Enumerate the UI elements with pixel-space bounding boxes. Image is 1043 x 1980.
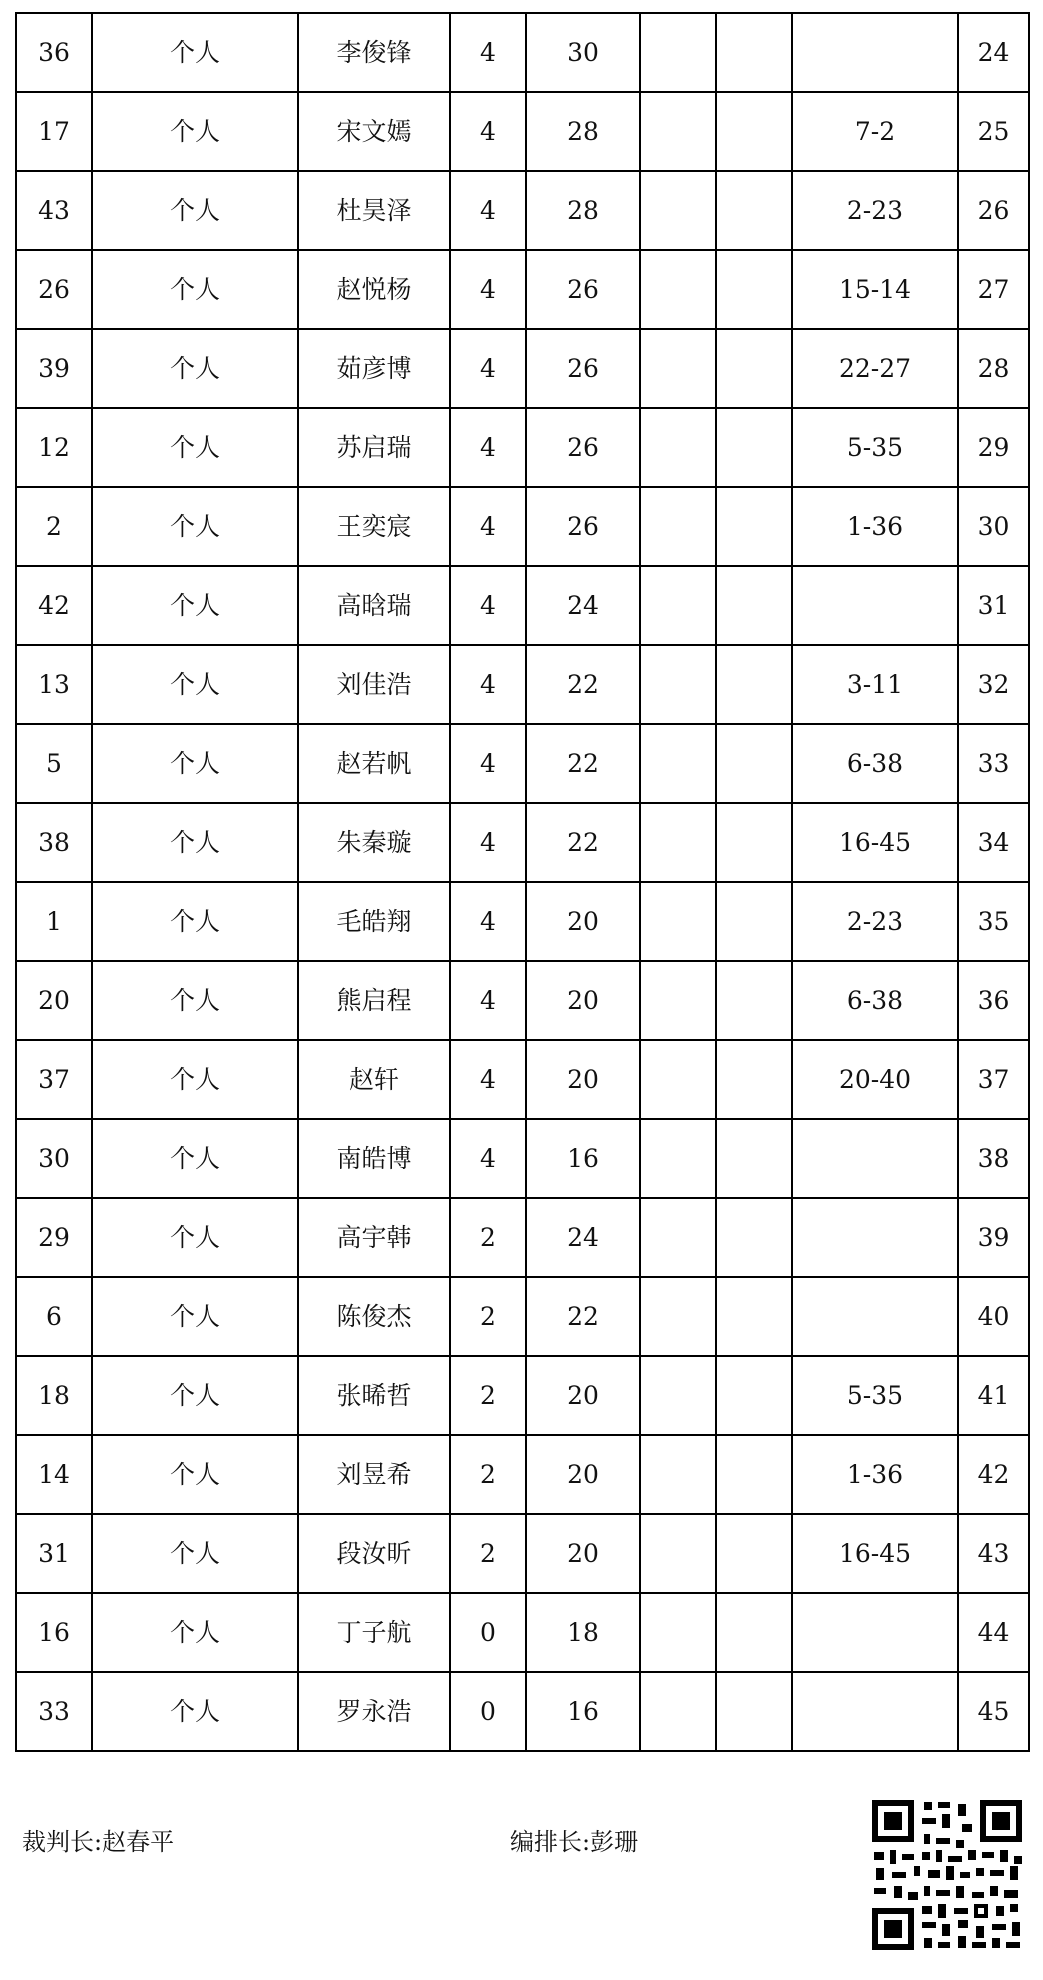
cell-seq: 6 [16,1277,92,1356]
table-row [16,329,1029,408]
cell-c6 [640,961,716,1040]
cell-name: 苏启瑞 [298,408,450,487]
cell-c7 [716,803,792,882]
cell-c6 [640,250,716,329]
cell-points: 20 [526,1435,640,1514]
cell-type: 个人 [92,1356,298,1435]
cell-seq: 14 [16,1435,92,1514]
cell-name: 毛皓翔 [298,882,450,961]
cell-rank: 33 [958,724,1029,803]
cell-score: 2 [450,1277,526,1356]
cell-rank: 44 [958,1593,1029,1672]
table-row [16,645,1029,724]
cell-name: 刘佳浩 [298,645,450,724]
table-row [16,1277,1029,1356]
cell-score: 2 [450,1514,526,1593]
cell-name: 丁子航 [298,1593,450,1672]
cell-seq: 13 [16,645,92,724]
arranger: 编排长:彭珊 [510,1828,639,1856]
cell-name: 刘昱希 [298,1435,450,1514]
cell-c7 [716,171,792,250]
cell-c6 [640,487,716,566]
cell-c6 [640,1198,716,1277]
cell-score: 2 [450,1435,526,1514]
cell-score: 4 [450,803,526,882]
cell-pair: 3-11 [792,645,958,724]
cell-pair: 20-40 [792,1040,958,1119]
cell-rank: 25 [958,92,1029,171]
cell-type: 个人 [92,1198,298,1277]
cell-name: 南皓博 [298,1119,450,1198]
cell-pair: 5-35 [792,1356,958,1435]
cell-pair [792,1198,958,1277]
cell-rank: 43 [958,1514,1029,1593]
cell-name: 朱秦璇 [298,803,450,882]
cell-score: 4 [450,487,526,566]
cell-points: 24 [526,566,640,645]
table-row [16,171,1029,250]
cell-type: 个人 [92,961,298,1040]
cell-type: 个人 [92,1119,298,1198]
cell-type: 个人 [92,250,298,329]
cell-type: 个人 [92,566,298,645]
cell-score: 4 [450,961,526,1040]
cell-score: 0 [450,1593,526,1672]
cell-pair: 15-14 [792,250,958,329]
cell-seq: 5 [16,724,92,803]
cell-seq: 12 [16,408,92,487]
cell-rank: 38 [958,1119,1029,1198]
cell-c6 [640,1356,716,1435]
cell-pair [792,566,958,645]
cell-seq: 38 [16,803,92,882]
cell-c7 [716,1356,792,1435]
cell-rank: 41 [958,1356,1029,1435]
cell-seq: 43 [16,171,92,250]
cell-type: 个人 [92,645,298,724]
cell-c6 [640,171,716,250]
cell-rank: 26 [958,171,1029,250]
cell-c6 [640,1672,716,1751]
cell-pair: 6-38 [792,724,958,803]
cell-type: 个人 [92,1040,298,1119]
cell-score: 4 [450,882,526,961]
cell-points: 16 [526,1119,640,1198]
cell-seq: 26 [16,250,92,329]
cell-points: 22 [526,803,640,882]
cell-c7 [716,1435,792,1514]
cell-score: 4 [450,171,526,250]
table-row [16,1040,1029,1119]
cell-seq: 36 [16,13,92,92]
cell-pair: 22-27 [792,329,958,408]
table-row [16,1119,1029,1198]
cell-seq: 31 [16,1514,92,1593]
cell-c7 [716,1277,792,1356]
cell-c6 [640,13,716,92]
cell-c7 [716,487,792,566]
cell-c6 [640,1040,716,1119]
cell-name: 赵悦杨 [298,250,450,329]
cell-name: 杜昊泽 [298,171,450,250]
cell-points: 20 [526,961,640,1040]
cell-points: 22 [526,1277,640,1356]
cell-name: 李俊锋 [298,13,450,92]
table-row [16,487,1029,566]
cell-c7 [716,250,792,329]
cell-name: 高晗瑞 [298,566,450,645]
cell-type: 个人 [92,1514,298,1593]
cell-rank: 31 [958,566,1029,645]
chief-referee: 裁判长:赵春平 [22,1828,175,1856]
cell-rank: 24 [958,13,1029,92]
cell-score: 4 [450,645,526,724]
cell-points: 20 [526,1356,640,1435]
cell-name: 张晞哲 [298,1356,450,1435]
cell-type: 个人 [92,92,298,171]
cell-pair [792,1672,958,1751]
cell-seq: 2 [16,487,92,566]
cell-points: 20 [526,1514,640,1593]
cell-c7 [716,13,792,92]
cell-points: 20 [526,882,640,961]
cell-points: 24 [526,1198,640,1277]
table-row [16,1593,1029,1672]
cell-pair [792,1277,958,1356]
cell-c7 [716,1119,792,1198]
cell-pair [792,13,958,92]
cell-seq: 18 [16,1356,92,1435]
cell-c6 [640,329,716,408]
cell-c6 [640,1277,716,1356]
cell-rank: 29 [958,408,1029,487]
cell-c7 [716,92,792,171]
cell-rank: 28 [958,329,1029,408]
cell-rank: 39 [958,1198,1029,1277]
cell-score: 4 [450,1040,526,1119]
cell-c6 [640,645,716,724]
cell-points: 26 [526,250,640,329]
cell-c7 [716,1672,792,1751]
cell-c6 [640,92,716,171]
cell-c6 [640,1119,716,1198]
cell-rank: 27 [958,250,1029,329]
cell-name: 熊启程 [298,961,450,1040]
cell-seq: 42 [16,566,92,645]
cell-name: 罗永浩 [298,1672,450,1751]
table-row [16,566,1029,645]
cell-type: 个人 [92,408,298,487]
cell-name: 赵若帆 [298,724,450,803]
cell-type: 个人 [92,171,298,250]
cell-pair: 7-2 [792,92,958,171]
cell-c6 [640,1514,716,1593]
cell-c7 [716,329,792,408]
cell-c6 [640,408,716,487]
table-row [16,1356,1029,1435]
cell-c7 [716,1040,792,1119]
cell-pair: 6-38 [792,961,958,1040]
cell-score: 4 [450,724,526,803]
table-row [16,92,1029,171]
cell-c6 [640,882,716,961]
cell-pair: 16-45 [792,803,958,882]
cell-type: 个人 [92,724,298,803]
cell-rank: 37 [958,1040,1029,1119]
table-row [16,1672,1029,1751]
cell-pair: 16-45 [792,1514,958,1593]
cell-points: 28 [526,171,640,250]
cell-seq: 33 [16,1672,92,1751]
cell-c6 [640,724,716,803]
cell-score: 4 [450,408,526,487]
cell-points: 28 [526,92,640,171]
cell-c6 [640,566,716,645]
cell-score: 4 [450,250,526,329]
cell-pair [792,1593,958,1672]
cell-name: 王奕宸 [298,487,450,566]
cell-type: 个人 [92,329,298,408]
cell-type: 个人 [92,1593,298,1672]
cell-c7 [716,1514,792,1593]
table-row [16,1198,1029,1277]
cell-c7 [716,1593,792,1672]
qr-code-icon [872,1800,1022,1950]
cell-points: 20 [526,1040,640,1119]
cell-pair: 5-35 [792,408,958,487]
cell-points: 26 [526,329,640,408]
cell-c6 [640,803,716,882]
cell-pair [792,1119,958,1198]
cell-rank: 34 [958,803,1029,882]
cell-c7 [716,645,792,724]
cell-score: 4 [450,92,526,171]
cell-c7 [716,882,792,961]
cell-points: 22 [526,645,640,724]
cell-rank: 36 [958,961,1029,1040]
cell-c7 [716,566,792,645]
cell-pair: 2-23 [792,171,958,250]
cell-score: 2 [450,1356,526,1435]
cell-c6 [640,1435,716,1514]
cell-seq: 20 [16,961,92,1040]
cell-pair: 1-36 [792,487,958,566]
table-row [16,724,1029,803]
cell-score: 4 [450,566,526,645]
cell-name: 茹彦博 [298,329,450,408]
cell-rank: 35 [958,882,1029,961]
cell-rank: 32 [958,645,1029,724]
table-row [16,803,1029,882]
results-table [15,12,1030,1752]
cell-rank: 45 [958,1672,1029,1751]
cell-seq: 37 [16,1040,92,1119]
cell-score: 2 [450,1198,526,1277]
cell-type: 个人 [92,1277,298,1356]
cell-seq: 29 [16,1198,92,1277]
cell-rank: 42 [958,1435,1029,1514]
cell-rank: 40 [958,1277,1029,1356]
table-row [16,1514,1029,1593]
cell-seq: 1 [16,882,92,961]
cell-points: 16 [526,1672,640,1751]
cell-seq: 16 [16,1593,92,1672]
cell-points: 26 [526,408,640,487]
cell-points: 26 [526,487,640,566]
cell-points: 18 [526,1593,640,1672]
cell-score: 4 [450,329,526,408]
cell-name: 宋文嫣 [298,92,450,171]
cell-type: 个人 [92,13,298,92]
cell-c6 [640,1593,716,1672]
table-row [16,882,1029,961]
cell-name: 陈俊杰 [298,1277,450,1356]
cell-c7 [716,724,792,803]
cell-type: 个人 [92,487,298,566]
table-row [16,13,1029,92]
cell-name: 高宇韩 [298,1198,450,1277]
cell-seq: 30 [16,1119,92,1198]
cell-score: 4 [450,1119,526,1198]
cell-pair: 1-36 [792,1435,958,1514]
cell-c7 [716,408,792,487]
cell-points: 22 [526,724,640,803]
cell-name: 赵轩 [298,1040,450,1119]
cell-c7 [716,961,792,1040]
table-row [16,961,1029,1040]
cell-points: 30 [526,13,640,92]
cell-c7 [716,1198,792,1277]
cell-type: 个人 [92,1435,298,1514]
cell-score: 0 [450,1672,526,1751]
cell-seq: 17 [16,92,92,171]
cell-name: 段汝昕 [298,1514,450,1593]
table-row [16,1435,1029,1514]
cell-rank: 30 [958,487,1029,566]
cell-type: 个人 [92,882,298,961]
cell-type: 个人 [92,1672,298,1751]
cell-score: 4 [450,13,526,92]
table-row [16,250,1029,329]
cell-type: 个人 [92,803,298,882]
cell-seq: 39 [16,329,92,408]
cell-pair: 2-23 [792,882,958,961]
table-row [16,408,1029,487]
